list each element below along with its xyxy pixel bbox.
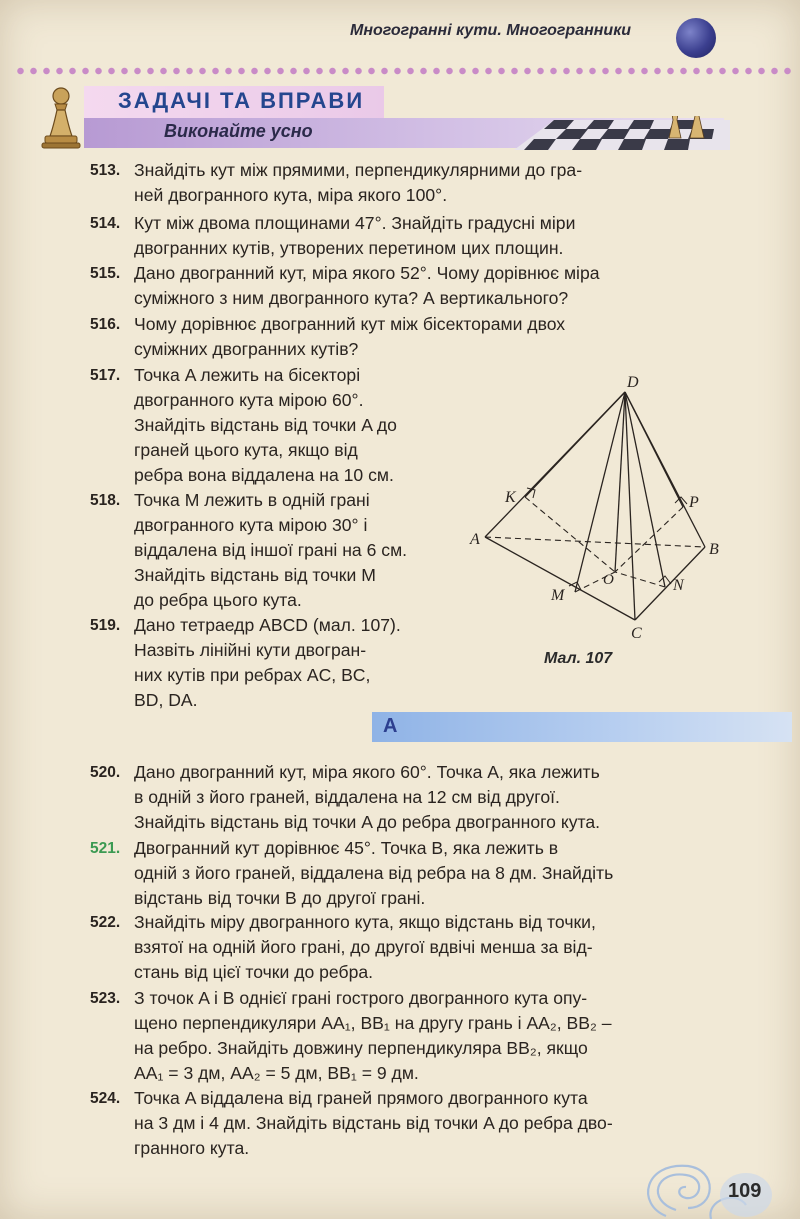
problem-line: BD, DA. [134, 690, 198, 710]
label-N: N [673, 577, 684, 594]
problem-line: З точок A і B однієї грані гострого двогранного кута опу- [134, 988, 588, 1008]
section-subtitle: Виконайте усно [164, 121, 313, 141]
chessboard-decoration [494, 116, 730, 150]
figure-caption: Мал. 107 [544, 650, 613, 667]
problem-number: 521. [90, 840, 121, 857]
problem-518 [90, 488, 407, 613]
problem-number: 519. [90, 617, 121, 634]
problem-number: 518. [90, 492, 121, 509]
problem-line: одній з його граней, віддалена від ребра на 8 дм. Знайдіть [134, 863, 614, 883]
problem-line: ней двогранного кута, міра якого 100°. [134, 185, 448, 205]
label-M: M [551, 587, 565, 604]
problem-521 [90, 836, 613, 911]
level-banner [372, 712, 792, 742]
problem-line: Знайдіть міру двогранного кута, якщо відстань від точки, [134, 912, 596, 932]
problem-522 [90, 910, 596, 985]
problem-line: Дано двогранний кут, міра якого 60°. Точка A, яка лежить [134, 762, 600, 782]
problem-519 [90, 613, 401, 713]
problem-line: Знайдіть кут між прямими, перпендикулярними до гра- [134, 160, 583, 180]
problem-line: Точка A віддалена від граней прямого двогранного кута [134, 1088, 588, 1108]
problem-line: взятої на одній його грані, до другої вдвічі менша за від- [134, 937, 593, 957]
problem-517 [90, 363, 397, 488]
label-D: D [627, 374, 639, 391]
problem-line: на 3 дм і 4 дм. Знайдіть відстань від точки A до ребра дво- [134, 1113, 613, 1133]
problem-line: стань від цієї точки до ребра. [134, 962, 374, 982]
problem-line: двогранних кутів, утворених перетином цих площин. [134, 238, 564, 258]
level-label: А [383, 715, 398, 737]
problem-515 [90, 261, 600, 311]
problem-514 [90, 211, 575, 261]
problem-line: суміжного з ним двогранного кута? А вертикального? [134, 288, 569, 308]
problem-number: 517. [90, 367, 121, 384]
page-number: 109 [728, 1180, 762, 1202]
problem-number: 524. [90, 1090, 121, 1107]
problem-number: 513. [90, 162, 121, 179]
problem-line: Знайдіть відстань від точки A до ребра двогранного кута. [134, 812, 601, 832]
tetrahedron-figure [465, 372, 750, 672]
problem-number: 523. [90, 990, 121, 1007]
label-O: O [603, 572, 614, 588]
label-A: A [470, 531, 480, 548]
problem-line: Дано двогранний кут, міра якого 52°. Чому дорівнює міра [134, 263, 600, 283]
problem-line: суміжних двогранних кутів? [134, 339, 359, 359]
problem-line: Дано тетраедр ABCD (мал. 107). [134, 615, 401, 635]
problem-524 [90, 1086, 613, 1161]
problem-line: Точка A лежить на бісекторі [134, 365, 361, 385]
label-P: P [689, 494, 699, 511]
problem-line: щено перпендикуляри AA₁, BB₁ на другу грань і AA₂, BB₂ – [134, 1013, 612, 1033]
problem-523 [90, 986, 612, 1086]
problem-520 [90, 760, 600, 835]
problem-number: 516. [90, 316, 121, 333]
problem-line: на ребро. Знайдіть довжину перпендикуляра BB₂, якщо [134, 1038, 588, 1058]
problem-line: Точка M лежить в одній грані [134, 490, 370, 510]
label-B: B [709, 541, 719, 558]
problem-line: двогранного кута мірою 30° і [134, 515, 368, 535]
problem-number: 514. [90, 215, 121, 232]
label-K: K [505, 489, 516, 506]
problem-line: Кут між двома площинами 47°. Знайдіть градусні міри [134, 213, 576, 233]
section-banner [14, 80, 790, 152]
problem-line: Знайдіть відстань від точки A до [134, 415, 397, 435]
problem-number: 515. [90, 265, 121, 282]
problem-line: AA₁ = 3 дм, AA₂ = 5 дм, BB₁ = 9 дм. [134, 1063, 419, 1083]
problem-line: Двогранний кут дорівнює 45°. Точка B, яка лежить в [134, 838, 559, 858]
problem-line: до ребра цього кута. [134, 590, 302, 610]
problem-line: Назвіть лінійні кути двогран- [134, 640, 367, 660]
problem-513 [90, 158, 582, 208]
problem-line: відстань від точки B до другої грані. [134, 888, 426, 908]
header-ball-decoration [676, 18, 716, 58]
problem-line: двогранного кута мірою 60°. [134, 390, 364, 410]
problem-number: 520. [90, 764, 121, 781]
chess-pawn-icon [36, 84, 86, 150]
problem-line: гранного кута. [134, 1138, 250, 1158]
problem-line: в одній з його граней, віддалена на 12 см від другої. [134, 787, 560, 807]
problem-number: 522. [90, 914, 121, 931]
problem-line: ребра вона віддалена на 10 см. [134, 465, 394, 485]
problem-line: них кутів при ребрах AC, BC, [134, 665, 371, 685]
section-title: ЗАДАЧІ ТА ВПРАВИ [118, 88, 365, 113]
problem-line: віддалена від іншої грані на 6 см. [134, 540, 408, 560]
running-header: Многогранні кути. Многогранники [350, 22, 632, 39]
problem-516 [90, 312, 565, 362]
dotted-divider [14, 66, 794, 76]
problem-line: Чому дорівнює двогранний кут між бісекторами двох [134, 314, 566, 334]
problem-line: Знайдіть відстань від точки M [134, 565, 376, 585]
label-C: C [631, 625, 642, 642]
swirl-decoration [636, 1150, 796, 1219]
problem-line: граней цього кута, якщо від [134, 440, 358, 460]
